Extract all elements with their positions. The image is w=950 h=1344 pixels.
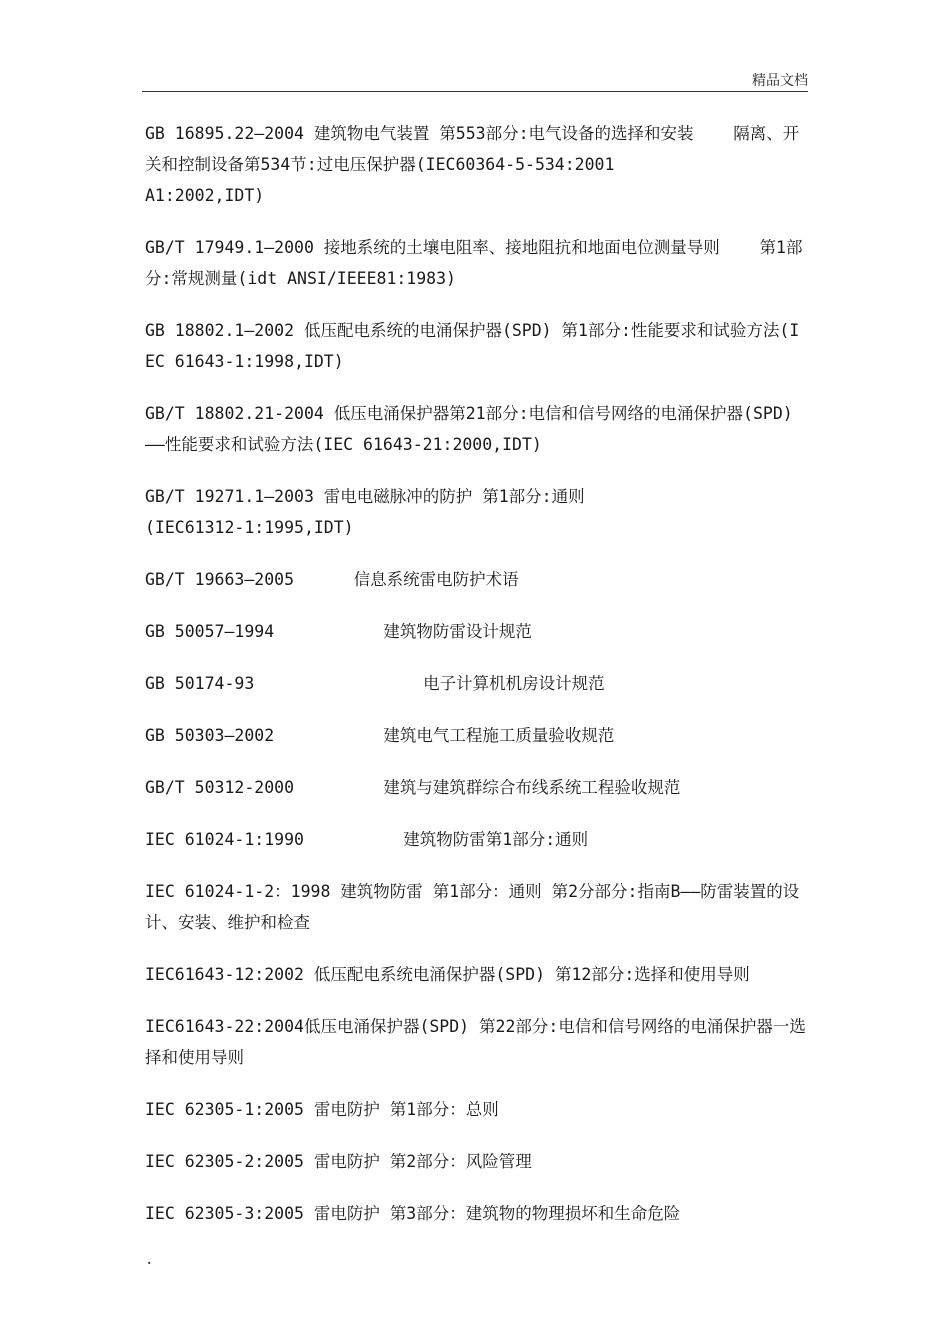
standard-entry: GB/T 19663—2005 信息系统雷电防护术语: [145, 570, 519, 589]
page-header-label: 精品文档: [752, 73, 808, 89]
standard-entry: GB 50174-93 电子计算机机房设计规范: [145, 674, 605, 693]
standards-list: [145, 118, 809, 1250]
standard-entry: IEC 62305-2:2005 雷电防护 第2部分：风险管理: [145, 1152, 532, 1171]
standard-entry: GB/T 50312-2000 建筑与建筑群综合布线系统工程验收规范: [145, 778, 681, 797]
standard-entry: GB/T 18802.21-2004 低压电涌保护器第21部分:电信和信号网络的电涌保护器(SPD)——性能要求和试验方法(IEC 61643-21:2000,IDT): [145, 404, 793, 454]
standard-entry: IEC61643-22:2004低压电涌保护器(SPD) 第22部分:电信和信号网络的电涌保护器一选择和使用导则: [145, 1017, 806, 1067]
standard-entry: IEC 62305-3:2005 雷电防护 第3部分：建筑物的物理损坏和生命危险: [145, 1204, 681, 1223]
standard-entry: GB 50057—1994 建筑物防雷设计规范: [145, 622, 532, 641]
header-divider: [142, 91, 808, 92]
standard-entry: GB 50303—2002 建筑电气工程施工质量验收规范: [145, 726, 615, 745]
standard-entry: GB/T 17949.1—2000 接地系统的土壤电阻率、接地阻抗和地面电位测量导则 第1部分:常规测量(idt ANSI/IEEE81:1983): [145, 238, 803, 288]
standard-entry: IEC 61024-1-2：1998 建筑物防雷 第1部分：通则 第2分部分:指南B——防雷装置的设计、安装、维护和检查: [145, 882, 800, 932]
standard-entry: IEC 61024-1:1990 建筑物防雷第1部分:通则: [145, 830, 589, 849]
standard-entry: IEC 62305-1:2005 雷电防护 第1部分：总则: [145, 1100, 499, 1119]
standard-entry: GB/T 19271.1—2003 雷电电磁脉冲的防护 第1部分:通则 (IEC61312-1:1995,IDT): [145, 487, 585, 537]
standard-entry: IEC61643-12:2002 低压配电系统电涌保护器(SPD) 第12部分:选择和使用导则: [145, 965, 750, 984]
standard-entry: GB 16895.22—2004 建筑物电气装置 第553部分:电气设备的选择和安装 隔离、开关和控制设备第534节:过电压保护器(IEC60364-5-534:2001 A1:2002,IDT): [145, 124, 800, 205]
standard-entry: GB 18802.1—2002 低压配电系统的电涌保护器(SPD) 第1部分:性能要求和试验方法(IEC 61643-1:1998,IDT): [145, 321, 800, 371]
footer-mark: .: [145, 1252, 154, 1268]
